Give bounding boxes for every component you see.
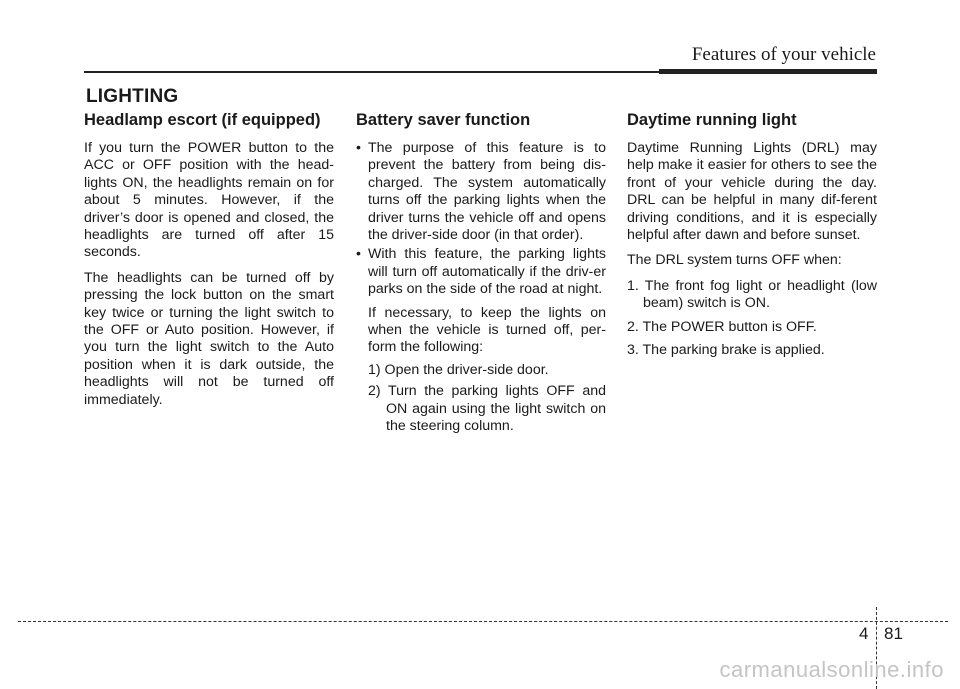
header-rule-thick: [659, 69, 877, 74]
bullet-item: [356, 140, 606, 244]
watermark: carmanualsonline.info: [719, 657, 944, 682]
sub-paragraph: If necessary, to keep the lights on when the vehicle is turned off, per-form the following:: [368, 304, 606, 356]
column-headlamp-escort: [84, 111, 334, 417]
bullet-icon: •: [356, 246, 361, 263]
page-number: 81: [884, 624, 903, 643]
numbered-item: 1. The front fog light or headlight (low beam) switch is ON.: [627, 277, 877, 312]
paragraph: If you turn the POWER button to the ACC or OFF position with the head-lights ON, the headlights remain on for about 5 minutes. However, if the driver’s door is opened and closed, the headlights are turned off after 15 seconds.: [84, 140, 334, 261]
paragraph: Daytime Running Lights (DRL) may help make it easier for others to see the front of your vehicle during the day. DRL can be helpful in many dif-ferent driving conditions, and it is especially helpful after dawn and before sunset.: [627, 140, 877, 244]
heading-daytime-running-light: Daytime running light: [627, 111, 797, 129]
chapter-number: 4: [859, 624, 869, 643]
bullet-icon: •: [356, 140, 361, 156]
footer-rule: [18, 621, 948, 622]
section-title: LIGHTING: [86, 86, 179, 107]
column-daytime-running-light: [627, 111, 877, 365]
heading-battery-saver: Battery saver function: [356, 111, 531, 129]
running-head: Features of your vehicle: [691, 44, 876, 65]
bullet-text: The purpose of this feature is to prevent the battery from being dis-charged. The system automatically turns off the parking lights when the driver turns the vehicle off and opens the driver-side door (in that order).: [368, 140, 606, 244]
step-item: 1) Open the driver-side door.: [368, 361, 549, 378]
paragraph: The DRL system turns OFF when:: [627, 252, 842, 269]
step-item: 2) Turn the parking lights OFF and ON again using the light switch on the steering column.: [368, 383, 606, 435]
heading-headlamp-escort: Headlamp escort (if equipped): [84, 111, 321, 129]
bullet-item: [356, 246, 606, 298]
numbered-item: 2. The POWER button is OFF.: [627, 318, 817, 335]
numbered-item: 3. The parking brake is applied.: [627, 342, 825, 359]
column-battery-saver: [356, 111, 606, 440]
bullet-text: With this feature, the parking lights will turn off automatically if the driv-er parks on the side of the road at night.: [368, 246, 606, 298]
paragraph: The headlights can be turned off by pressing the lock button on the smart key twice or turning the light switch to the OFF or Auto position. However, if you turn the light switch to the Auto position when it is dark outside, the headlights will not be turned off immediately.: [84, 269, 334, 408]
header-rule-thin: [84, 71, 659, 73]
